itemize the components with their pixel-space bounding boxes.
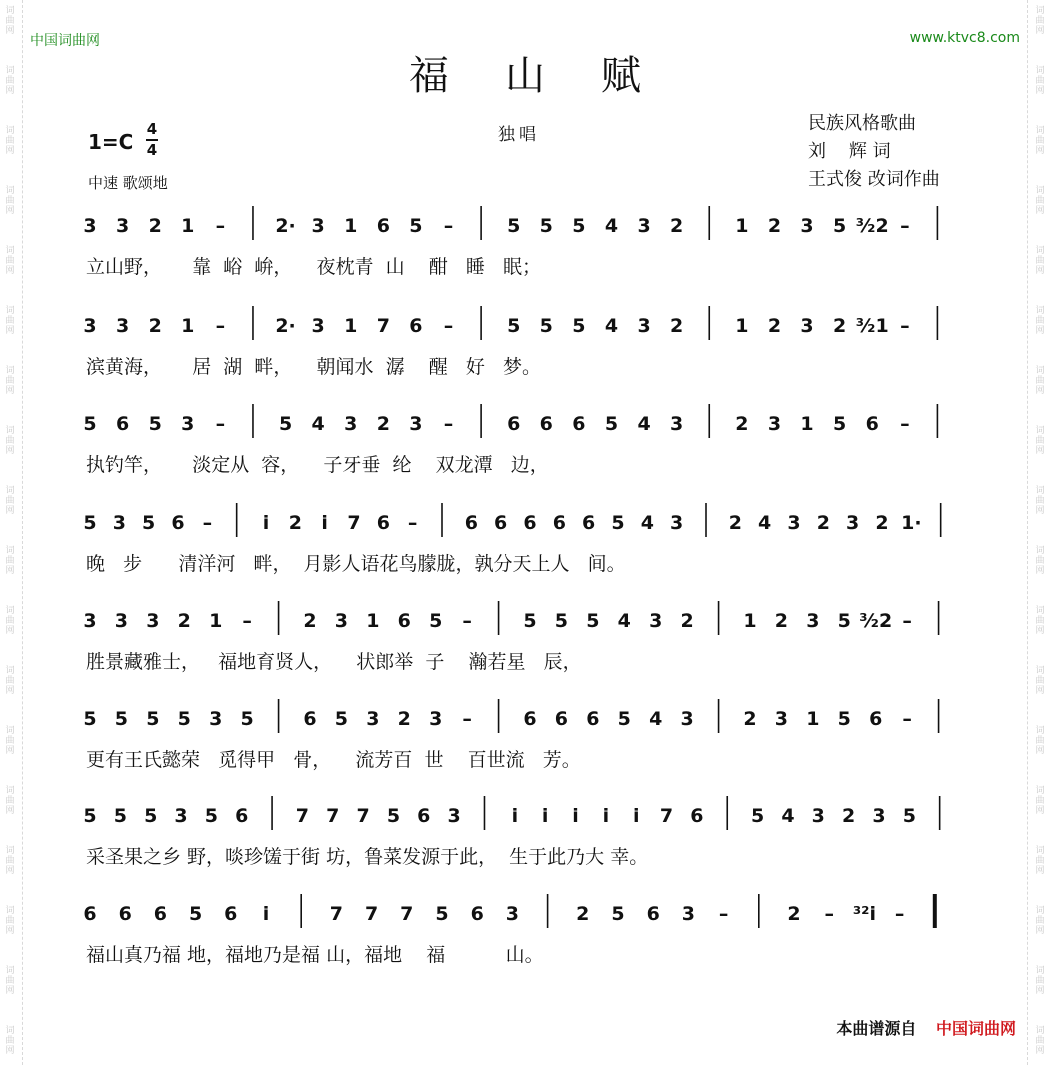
note-glyph: 5 xyxy=(572,215,586,237)
note-glyph: 5 xyxy=(240,708,254,730)
watermark-glyph-stack: 词曲网 xyxy=(5,846,15,876)
note-glyph: i xyxy=(572,805,579,827)
note-glyph: 6 xyxy=(523,708,537,730)
note-glyph: 5 xyxy=(837,610,851,632)
note-glyph: ³⁄₂2 xyxy=(859,610,893,632)
note-glyph: 3 xyxy=(83,315,97,337)
watermark-glyph-stack: 词曲网 xyxy=(5,306,15,336)
watermark-glyph-stack: 词曲网 xyxy=(1035,606,1045,636)
watermark-glyph-stack: 词曲网 xyxy=(5,66,15,96)
note-glyph: – xyxy=(462,708,472,730)
note-glyph: 5 xyxy=(435,903,449,925)
note-glyph: 5 xyxy=(750,805,765,827)
credits-block xyxy=(808,110,940,194)
note-glyph: – xyxy=(900,215,910,237)
note-glyph: 3 xyxy=(774,708,789,730)
note-glyph: 2 xyxy=(774,610,789,632)
notation-svg xyxy=(78,310,978,350)
note-glyph: 1 xyxy=(800,413,814,435)
notation-svg xyxy=(78,507,978,547)
watermark-glyph-stack: 词曲网 xyxy=(1035,426,1045,456)
note-glyph: 3 xyxy=(344,413,358,435)
watermark-glyph-stack: 词曲网 xyxy=(5,426,15,456)
note-glyph: 6 xyxy=(690,805,704,827)
note-glyph: 1 xyxy=(806,708,820,730)
note-glyph: 5 xyxy=(833,215,847,237)
note-glyph: 2· xyxy=(275,315,296,337)
note-glyph: 5 xyxy=(523,610,537,632)
note-glyph: 1 xyxy=(743,610,757,632)
note-glyph: 6 xyxy=(552,512,566,534)
note-glyph: 1 xyxy=(344,315,358,337)
note-glyph: 2 xyxy=(397,708,411,730)
note-glyph: 6 xyxy=(539,413,553,435)
note-glyph: i xyxy=(262,512,270,534)
note-glyph: ³⁄₂2 xyxy=(855,215,889,237)
watermark-glyph-stack: 词曲网 xyxy=(5,1026,15,1056)
note-glyph: 5 xyxy=(833,413,847,435)
note-glyph: 3 xyxy=(83,215,97,237)
note-glyph: 3 xyxy=(112,512,126,534)
note-glyph: 2 xyxy=(576,903,590,925)
note-glyph: – xyxy=(894,903,905,925)
credit-lyricist: 刘 辉 词 xyxy=(808,141,891,162)
note-glyph: 5 xyxy=(572,315,586,337)
note-glyph: 2 xyxy=(288,512,302,534)
footer-source xyxy=(836,1016,1016,1039)
note-glyph: 2 xyxy=(728,512,742,534)
note-glyph: – xyxy=(443,315,454,337)
watermark-glyph-stack: 词曲网 xyxy=(1035,966,1045,996)
note-glyph: 1 xyxy=(735,315,749,337)
note-glyph: 2· xyxy=(275,215,296,237)
note-glyph: – xyxy=(718,903,729,925)
note-glyph: 3 xyxy=(670,512,684,534)
credit-composer: 王式俊 改词作曲 xyxy=(808,169,940,190)
note-glyph: 6 xyxy=(646,903,660,925)
note-glyph: 7 xyxy=(347,512,361,534)
note-glyph: 6 xyxy=(376,512,390,534)
note-glyph: 5 xyxy=(409,215,423,237)
note-glyph: 3 xyxy=(637,215,651,237)
note-glyph: 2 xyxy=(787,903,801,925)
note-glyph: 7 xyxy=(356,805,370,827)
note-glyph: 7 xyxy=(364,903,379,925)
watermark-glyph-stack: 词曲网 xyxy=(5,906,15,936)
note-glyph: 7 xyxy=(659,805,674,827)
note-glyph: 6 xyxy=(869,708,883,730)
note-glyph: 3 xyxy=(409,413,423,435)
note-glyph: 4 xyxy=(781,805,795,827)
note-glyph: 6 xyxy=(417,805,431,827)
note-glyph: 3 xyxy=(114,610,129,632)
watermark-glyph-stack: 词曲网 xyxy=(5,606,15,636)
note-glyph: 3 xyxy=(680,708,694,730)
note-glyph: – xyxy=(462,610,472,632)
note-glyph: 3 xyxy=(83,610,97,632)
note-glyph: 6 xyxy=(235,805,249,827)
note-glyph: 2 xyxy=(670,215,684,237)
note-glyph: 3 xyxy=(649,610,663,632)
watermark-glyph-stack: 词曲网 xyxy=(5,486,15,516)
note-glyph: 1 xyxy=(735,215,749,237)
note-glyph: 3 xyxy=(115,315,130,337)
note-glyph: 5 xyxy=(144,805,158,827)
note-glyph: – xyxy=(902,708,912,730)
watermark-glyph-stack: 词曲网 xyxy=(1035,66,1045,96)
note-glyph: 3 xyxy=(209,708,223,730)
note-glyph: 5 xyxy=(113,805,127,827)
note-glyph: 3 xyxy=(872,805,886,827)
watermark-glyph-stack: 词曲网 xyxy=(5,246,15,276)
note-glyph: ³²i xyxy=(852,903,876,925)
note-glyph: 6 xyxy=(376,215,390,237)
note-glyph: 2 xyxy=(842,805,856,827)
note-glyph: 4 xyxy=(758,512,772,534)
note-glyph: 1 xyxy=(181,215,195,237)
watermark-glyph-stack: 词曲网 xyxy=(1035,186,1045,216)
note-glyph: 1 xyxy=(209,610,223,632)
note-glyph: 3 xyxy=(787,512,801,534)
watermark-glyph-stack: 词曲网 xyxy=(5,6,15,36)
note-glyph: 1 xyxy=(344,215,358,237)
note-glyph: 6 xyxy=(171,512,185,534)
watermark-glyph-stack: 词曲网 xyxy=(5,546,15,576)
note-glyph: 5 xyxy=(278,413,293,435)
lyric-line: 更有王氏懿荣 觅得甲 骨， 流芳百 世 百世流 芳。 xyxy=(86,749,581,771)
site-url-right[interactable]: www.ktvc8.com xyxy=(909,30,1020,46)
note-glyph: 4 xyxy=(604,315,619,337)
note-glyph: 4 xyxy=(311,413,325,435)
note-glyph: 2 xyxy=(767,315,782,337)
note-glyph: 2 xyxy=(177,610,191,632)
note-glyph: 6 xyxy=(303,708,317,730)
watermark-glyph-stack: 词曲网 xyxy=(5,126,15,156)
note-glyph: 3 xyxy=(681,903,696,925)
note-glyph: – xyxy=(443,413,454,435)
note-glyph: 7 xyxy=(326,805,340,827)
lyric-line: 立山野， 靠 峪 峅， 夜枕青 山 酣 睡 眠； xyxy=(86,256,541,278)
note-glyph: 6 xyxy=(118,903,132,925)
note-glyph: 6 xyxy=(464,512,478,534)
note-glyph: – xyxy=(902,610,912,632)
note-glyph: 6 xyxy=(523,512,537,534)
note-glyph: – xyxy=(443,215,454,237)
note-glyph: 4 xyxy=(637,413,651,435)
note-glyph: – xyxy=(900,315,910,337)
note-glyph: 5 xyxy=(83,805,97,827)
note-glyph: 5 xyxy=(188,903,203,925)
note-glyph: 2 xyxy=(875,512,889,534)
watermark-glyph-stack: 词曲网 xyxy=(1035,1026,1045,1056)
note-glyph: 5 xyxy=(507,315,521,337)
notation-svg xyxy=(78,898,978,938)
note-glyph: 3 xyxy=(429,708,443,730)
note-glyph: 3 xyxy=(115,215,130,237)
note-glyph: 3 xyxy=(505,903,520,925)
note-glyph: 4 xyxy=(617,610,631,632)
note-glyph: 6 xyxy=(153,903,168,925)
watermark-glyph-stack: 词曲网 xyxy=(1035,306,1045,336)
note-glyph: 1 xyxy=(366,610,380,632)
watermark-glyph-stack: 词曲网 xyxy=(5,366,15,396)
note-glyph: 6 xyxy=(586,708,600,730)
note-glyph: 6 xyxy=(397,610,411,632)
note-glyph: 6 xyxy=(554,708,569,730)
note-glyph: i xyxy=(602,805,610,827)
note-glyph: 3 xyxy=(637,315,651,337)
time-signature xyxy=(146,121,158,159)
watermark-glyph-stack: 词曲网 xyxy=(1035,6,1045,36)
note-glyph: 5 xyxy=(177,708,191,730)
note-glyph: 5 xyxy=(148,413,162,435)
note-glyph: 3 xyxy=(311,215,325,237)
note-glyph: 5 xyxy=(586,610,600,632)
footer-site-link[interactable]: 中国词曲网 xyxy=(935,1019,1016,1038)
note-glyph: 5 xyxy=(539,215,553,237)
notation-svg xyxy=(78,703,978,743)
note-glyph: 7 xyxy=(295,805,310,827)
lyric-line: 晚 步 清洋河 畔， 月影人语花鸟朦胧，孰分天上人 间。 xyxy=(86,553,626,575)
performance-type: 独唱 xyxy=(498,125,540,145)
credit-style: 民族风格歌曲 xyxy=(808,113,916,134)
watermark-glyph-stack: 词曲网 xyxy=(5,186,15,216)
note-glyph: 4 xyxy=(640,512,654,534)
watermark-glyph-stack: 词曲网 xyxy=(5,966,15,996)
note-glyph: 6 xyxy=(83,903,97,925)
lyric-line: 滨黄海， 居 湖 畔， 朝闻水 潺 醒 好 梦。 xyxy=(86,356,541,378)
note-glyph: 5 xyxy=(146,708,160,730)
note-glyph: 6 xyxy=(224,903,238,925)
note-glyph: 2 xyxy=(767,215,782,237)
note-glyph: 6 xyxy=(865,413,879,435)
note-glyph: 5 xyxy=(554,610,569,632)
note-glyph: 5 xyxy=(83,512,97,534)
note-glyph: 5 xyxy=(539,315,553,337)
time-signature-bottom: 4 xyxy=(146,141,158,159)
note-glyph: 5 xyxy=(507,215,521,237)
note-glyph: – xyxy=(900,413,910,435)
watermark-glyph-stack: 词曲网 xyxy=(1035,726,1045,756)
note-glyph: 3 xyxy=(670,413,684,435)
note-glyph: 1 xyxy=(181,315,195,337)
watermark-glyph-stack: 词曲网 xyxy=(5,726,15,756)
note-glyph: 2 xyxy=(670,315,684,337)
note-glyph: 3 xyxy=(366,708,380,730)
note-glyph: 2 xyxy=(148,315,162,337)
note-glyph: 7 xyxy=(329,903,344,925)
lyric-line: 执钓竿， 淡定从 容， 子牙垂 纶 双龙潭 边， xyxy=(86,454,549,476)
note-glyph: i xyxy=(511,805,519,827)
notation-svg xyxy=(78,408,978,448)
note-glyph: 5 xyxy=(611,903,625,925)
note-glyph: i xyxy=(541,805,549,827)
note-glyph: 5 xyxy=(114,708,129,730)
lyric-line: 采圣果之乡 野，啖珍馐于街 坊，鲁菜发源于此， 生于此乃大 幸。 xyxy=(86,846,649,868)
note-glyph: i xyxy=(321,512,328,534)
tempo-marking: 中速 歌颂地 xyxy=(88,174,168,192)
note-glyph: 3 xyxy=(767,413,782,435)
note-glyph: 5 xyxy=(334,708,349,730)
note-glyph: – xyxy=(824,903,834,925)
note-glyph: – xyxy=(215,315,226,337)
note-glyph: 3 xyxy=(174,805,188,827)
note-glyph: 6 xyxy=(507,413,521,435)
watermark-glyph-stack: 词曲网 xyxy=(1035,126,1045,156)
watermark-glyph-stack: 词曲网 xyxy=(1035,246,1045,276)
note-glyph: 6 xyxy=(409,315,423,337)
note-glyph: 5 xyxy=(204,805,218,827)
note-glyph: 3 xyxy=(334,610,349,632)
note-glyph: 2 xyxy=(680,610,694,632)
time-signature-top: 4 xyxy=(146,120,158,138)
watermark-glyph-stack: 词曲网 xyxy=(1035,366,1045,396)
note-glyph: 5 xyxy=(604,413,619,435)
watermark-glyph-stack: 词曲网 xyxy=(1035,486,1045,516)
watermark-glyph-stack: 词曲网 xyxy=(5,666,15,696)
footer-label: 本曲谱源自 xyxy=(836,1019,917,1038)
song-title: 福山赋 xyxy=(409,53,697,99)
lyric-line: 福山真乃福 地，福地乃是福 山，福地 福 山。 xyxy=(86,944,544,966)
note-glyph: 6 xyxy=(115,413,130,435)
note-glyph: 5 xyxy=(429,610,443,632)
note-glyph: 5 xyxy=(902,805,916,827)
note-glyph: 1· xyxy=(901,512,922,534)
lyric-line: 胜景藏雅士， 福地育贤人， 状郎举 子 瀚若星 辰， xyxy=(86,651,582,673)
watermark-glyph-stack: 词曲网 xyxy=(1035,906,1045,936)
note-glyph: 4 xyxy=(604,215,619,237)
note-glyph: 2 xyxy=(148,215,162,237)
note-glyph: 5 xyxy=(83,413,97,435)
note-glyph: 5 xyxy=(83,708,97,730)
note-glyph: i xyxy=(262,903,270,925)
note-glyph: 3 xyxy=(846,512,860,534)
note-glyph: – xyxy=(242,610,252,632)
notation-svg xyxy=(78,210,978,250)
note-glyph: 7 xyxy=(376,315,390,337)
note-glyph: – xyxy=(202,512,213,534)
note-glyph: 5 xyxy=(386,805,401,827)
note-glyph: 3 xyxy=(800,215,814,237)
note-glyph: 4 xyxy=(649,708,663,730)
watermark-glyph-stack: 词曲网 xyxy=(1035,786,1045,816)
watermark-glyph-stack: 词曲网 xyxy=(1035,546,1045,576)
note-glyph: 3 xyxy=(800,315,814,337)
watermark-glyph-stack: 词曲网 xyxy=(1035,666,1045,696)
note-glyph: 3 xyxy=(311,315,325,337)
note-glyph: 5 xyxy=(837,708,851,730)
note-glyph: 2 xyxy=(743,708,757,730)
note-glyph: 2 xyxy=(816,512,830,534)
note-glyph: 6 xyxy=(494,512,508,534)
note-glyph: 2 xyxy=(735,413,749,435)
site-name-left[interactable]: 中国词曲网 xyxy=(30,33,100,49)
note-glyph: 3 xyxy=(181,413,195,435)
note-glyph: 7 xyxy=(400,903,414,925)
watermark-glyph-stack: 词曲网 xyxy=(1035,846,1045,876)
key-signature: 1=C xyxy=(88,130,134,154)
watermark-glyph-stack: 词曲网 xyxy=(5,786,15,816)
note-glyph: 3 xyxy=(447,805,461,827)
note-glyph: 5 xyxy=(617,708,631,730)
note-glyph: 6 xyxy=(572,413,586,435)
note-glyph: 5 xyxy=(142,512,156,534)
note-glyph: 2 xyxy=(376,413,390,435)
note-glyph: – xyxy=(407,512,418,534)
note-glyph: 2 xyxy=(833,315,847,337)
note-glyph: – xyxy=(215,413,226,435)
note-glyph: 6 xyxy=(582,512,596,534)
note-glyph: 3 xyxy=(806,610,820,632)
notation-svg xyxy=(78,605,978,645)
note-glyph: 6 xyxy=(470,903,484,925)
note-glyph: 5 xyxy=(611,512,625,534)
notation-svg xyxy=(78,800,978,840)
note-glyph: 2 xyxy=(303,610,317,632)
note-glyph: i xyxy=(632,805,640,827)
note-glyph: 3 xyxy=(811,805,825,827)
note-glyph: – xyxy=(215,215,226,237)
note-glyph: 3 xyxy=(146,610,160,632)
note-glyph: ³⁄₂1 xyxy=(855,315,889,337)
